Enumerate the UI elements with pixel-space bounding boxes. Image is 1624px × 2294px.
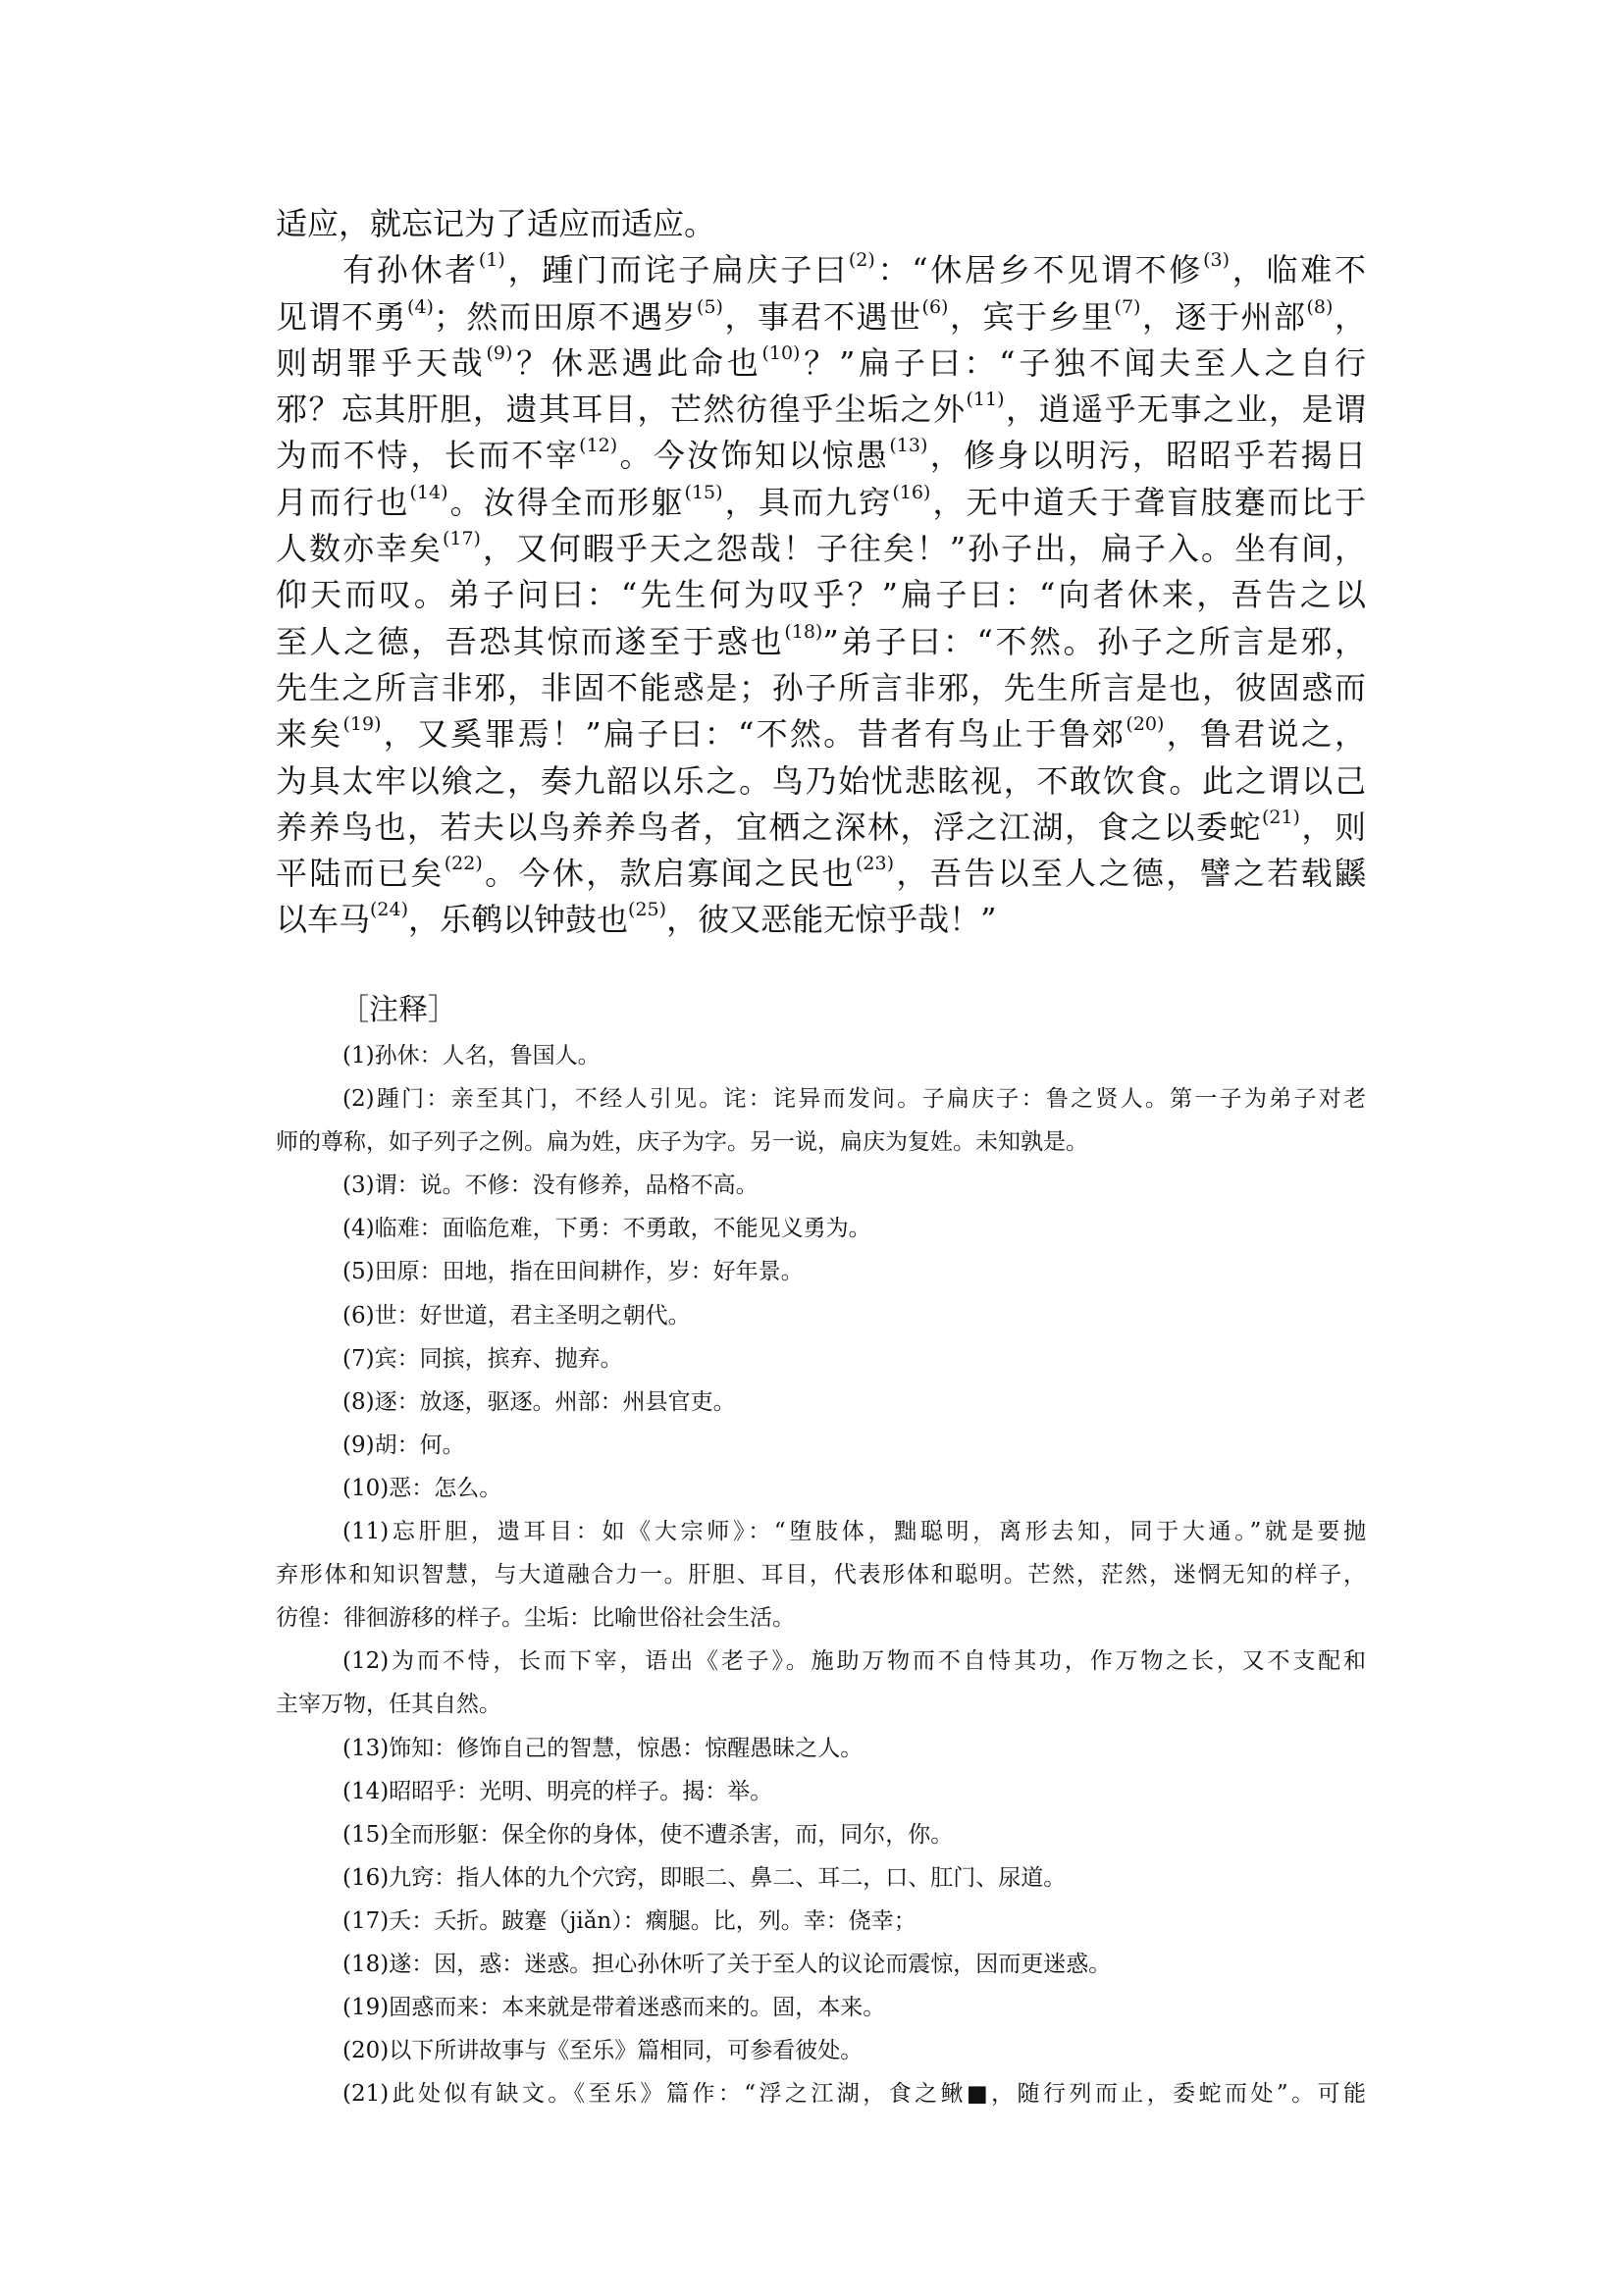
text-segment: 来矣 <box>276 715 343 754</box>
text-segment: ，逍遥乎无事之业，是谓 <box>1004 391 1366 429</box>
text-segment: 则胡罪乎天哉 <box>276 343 487 382</box>
footnote-ref: (6) <box>921 295 949 318</box>
note-line: (13)饰知：修饰自己的智慧，惊愚：惊醒愚昧之人。 <box>342 1735 864 1761</box>
text-segment: 适应，就忘记为了适应而适应。 <box>276 205 716 242</box>
footnote-ref: (20) <box>1126 713 1165 736</box>
note-line: (17)夭：夭折。跛蹇（jiǎn）：瘸腿。比，列。幸：侥幸； <box>342 1907 917 1934</box>
text-segment: ，具而九窍 <box>722 483 893 521</box>
footnote-ref: (8) <box>1306 295 1334 318</box>
text-segment: ，又何暇乎天之怨哉！子往矣！”孙子出，扁子入。坐有间， <box>480 530 1366 568</box>
footnote-ref: (16) <box>892 481 931 503</box>
text-segment: ，临难不 <box>1230 251 1366 289</box>
text-segment: 。今汝饰知以惊愚 <box>617 437 890 475</box>
note-line: (15)全而形躯：保全你的身体，使不遭杀害，而，同尔，你。 <box>342 1821 954 1848</box>
text-line <box>276 665 1366 711</box>
text-line <box>276 294 1366 340</box>
text-segment: 以车马 <box>276 901 371 939</box>
text-segment: ：“休居乡不见谓不修 <box>874 251 1204 289</box>
text-line <box>276 711 1366 757</box>
text-line <box>276 433 1366 479</box>
text-segment: 仰天而叹。弟子问曰：“先生何为叹乎？”扁子曰：“向者休来，吾告之以 <box>276 576 1366 614</box>
note-line: 弃形体和知识智慧，与大道融合力一。肝胆、耳目，代表形体和聪明。芒然，茫然，迷惘无知的样子， <box>276 1562 1366 1589</box>
note-line: (6)世：好世道，君主圣明之朝代。 <box>342 1302 691 1329</box>
text-segment: ，则 <box>1299 808 1366 846</box>
note-line: (19)固惑而来：本来就是带着迷惑而来的。固，本来。 <box>342 1995 886 2021</box>
text-line <box>276 201 1366 247</box>
footnote-ref: (9) <box>486 341 513 364</box>
text-segment: 至人之德，吾恐其惊而遂至于惑也 <box>276 622 785 660</box>
note-line: 师的尊称，如子列子之例。扁为姓，庆子为字。另一说，扁庆为复姓。未知孰是。 <box>276 1129 1088 1156</box>
text-line <box>276 619 1366 665</box>
text-segment: ，吾告以至人之德，譬之若载鼷 <box>894 855 1366 893</box>
note-line: (18)遂：因，惑：迷惑。担心孙休听了关于至人的议论而震惊，因而更迷惑。 <box>342 1951 1112 1977</box>
text-line <box>276 805 1366 851</box>
note-line: (2)踵门：亲至其门，不经人引见。诧：诧异而发问。子扁庆子：鲁之贤人。第一子为弟子对老 <box>342 1086 1366 1113</box>
footnote-ref: (10) <box>761 341 801 364</box>
text-line <box>276 526 1366 572</box>
text-segment: ，踵门而诧子扁庆子曰 <box>504 251 849 289</box>
footnote-ref: (4) <box>407 295 434 318</box>
text-segment: 。汝得全而形躯 <box>447 483 685 521</box>
text-line <box>276 572 1366 618</box>
footnote-ref: (24) <box>370 899 409 921</box>
text-segment: 先生之所言非邪，非固不能惑是；孙子所言非邪，先生所言是也，彼固惑而 <box>276 668 1366 706</box>
note-line: (11)忘肝胆，遗耳目：如《大宗师》：“堕肢体，黜聪明，离形去知，同于大通。”就是要抛 <box>342 1519 1366 1545</box>
footnote-ref: (25) <box>628 899 667 921</box>
note-line: (9)胡：何。 <box>342 1432 465 1458</box>
footnote-ref: (18) <box>784 620 823 643</box>
text-segment: 邪？忘其肝胆，遗其耳目，芒然彷徨乎尘垢之外 <box>276 391 967 429</box>
text-line <box>276 247 1366 293</box>
note-line: 彷徨：徘徊游移的样子。尘垢：比喻世俗社会生活。 <box>276 1605 795 1632</box>
footnote-ref: (2) <box>848 249 875 272</box>
footnote-ref: (11) <box>966 389 1005 411</box>
footnote-ref: (7) <box>1114 295 1141 318</box>
footnote-ref: (22) <box>444 853 483 875</box>
text-segment: ，宾于乡里 <box>948 297 1115 336</box>
main-text <box>276 201 1366 944</box>
text-segment: ，又奚罪焉！”扁子曰：“不然。昔者有鸟止于鲁郊 <box>381 715 1126 754</box>
text-segment: ，乐鹌以钟鼓也 <box>408 901 629 939</box>
footnote-ref: (1) <box>478 249 505 272</box>
note-line: (12)为而不恃，长而下宰，语出《老子》。施助万物而不自恃其功，作万物之长，又不支配和 <box>342 1648 1366 1675</box>
footnote-ref: (15) <box>684 481 723 503</box>
footnote-ref: (14) <box>409 481 448 503</box>
note-line: 主宰万物，任其自然。 <box>276 1692 501 1718</box>
text-segment: ？”扁子曰：“子独不闻夫至人之自行 <box>800 343 1366 382</box>
note-line: (10)恶：怎么。 <box>342 1475 502 1501</box>
note-line: (14)昭昭乎：光明、明亮的样子。揭：举。 <box>342 1778 773 1804</box>
note-line: (16)九窍：指人体的九个穴窍，即眼二、鼻二、耳二，口、肛门、尿道。 <box>342 1864 1067 1891</box>
text-segment: ，事君不遇世 <box>722 297 922 336</box>
note-line: (21)此处似有缺文。《至乐》篇作：“浮之江湖，食之鳅■，随行列而止，委蛇而处”。可能 <box>342 2081 1366 2108</box>
text-segment: ，鲁君说之， <box>1164 715 1366 754</box>
text-line <box>276 851 1366 897</box>
footnote-ref: (3) <box>1203 249 1231 272</box>
text-segment: 平陆而已矣 <box>276 855 445 893</box>
notes-list <box>276 1034 1366 2115</box>
footnote-ref: (13) <box>889 435 928 457</box>
text-line <box>276 387 1366 433</box>
text-segment: ，彼又恶能无惊乎哉！” <box>666 901 997 939</box>
footnote-ref: (17) <box>442 528 481 550</box>
text-segment: 为而不恃，长而不宰 <box>276 437 580 475</box>
note-line: (8)逐：放逐，驱逐。州部：州县官吏。 <box>342 1388 736 1415</box>
note-line: (1)孙休：人名，鲁国人。 <box>342 1043 601 1069</box>
text-segment: ，无中道夭于聋盲肢蹇而比于 <box>930 483 1366 521</box>
text-segment: 人数亦幸矣 <box>276 530 443 568</box>
note-line: (20)以下所讲故事与《至乐》篇相同，可参看彼处。 <box>342 2038 864 2064</box>
text-segment: 为具太牢以飨之，奏九韶以乐之。鸟乃始忧悲眩视，不敢饮食。此之谓以己 <box>276 761 1366 800</box>
text-line <box>276 897 1366 943</box>
text-segment: 见谓不勇 <box>276 297 408 336</box>
note-line: (5)田原：田地，指在田间耕作，岁：好年景。 <box>342 1259 804 1285</box>
text-segment: 月而行也 <box>276 483 410 521</box>
text-segment: ；然而田原不遇岁 <box>433 297 698 336</box>
text-segment: 养养鸟也，若夫以鸟养养鸟者，宜栖之深林，浮之江湖，食之以委蛇 <box>276 808 1262 846</box>
text-line <box>276 758 1366 805</box>
footnote-ref: (12) <box>579 435 618 457</box>
text-segment: ，修身以明污，昭昭乎若揭日 <box>927 437 1366 475</box>
notes-heading: ［注释］ <box>340 993 457 1027</box>
note-line: (7)宾：同摈，摈弃、抛弃。 <box>342 1345 623 1372</box>
text-line <box>276 480 1366 526</box>
text-segment: ，逐于州部 <box>1140 297 1307 336</box>
text-segment: ， <box>1333 297 1366 336</box>
text-segment: ？休恶遇此命也 <box>512 343 762 382</box>
note-line: (4)临难：面临危难，下勇：不勇敢，不能见义勇为。 <box>342 1216 871 1242</box>
text-segment: 。今休，款启寡闻之民也 <box>482 855 857 893</box>
footnote-ref: (21) <box>1261 806 1300 828</box>
note-line: (3)谓：说。不修：没有修养，品格不高。 <box>342 1173 759 1199</box>
text-line <box>276 340 1366 387</box>
footnote-ref: (23) <box>856 853 895 875</box>
footnote-ref: (5) <box>697 295 723 318</box>
text-segment: 有孙休者 <box>342 251 479 289</box>
text-segment: ”弟子曰：“不然。孙子之所言是邪， <box>822 622 1366 660</box>
footnote-ref: (19) <box>342 713 382 736</box>
